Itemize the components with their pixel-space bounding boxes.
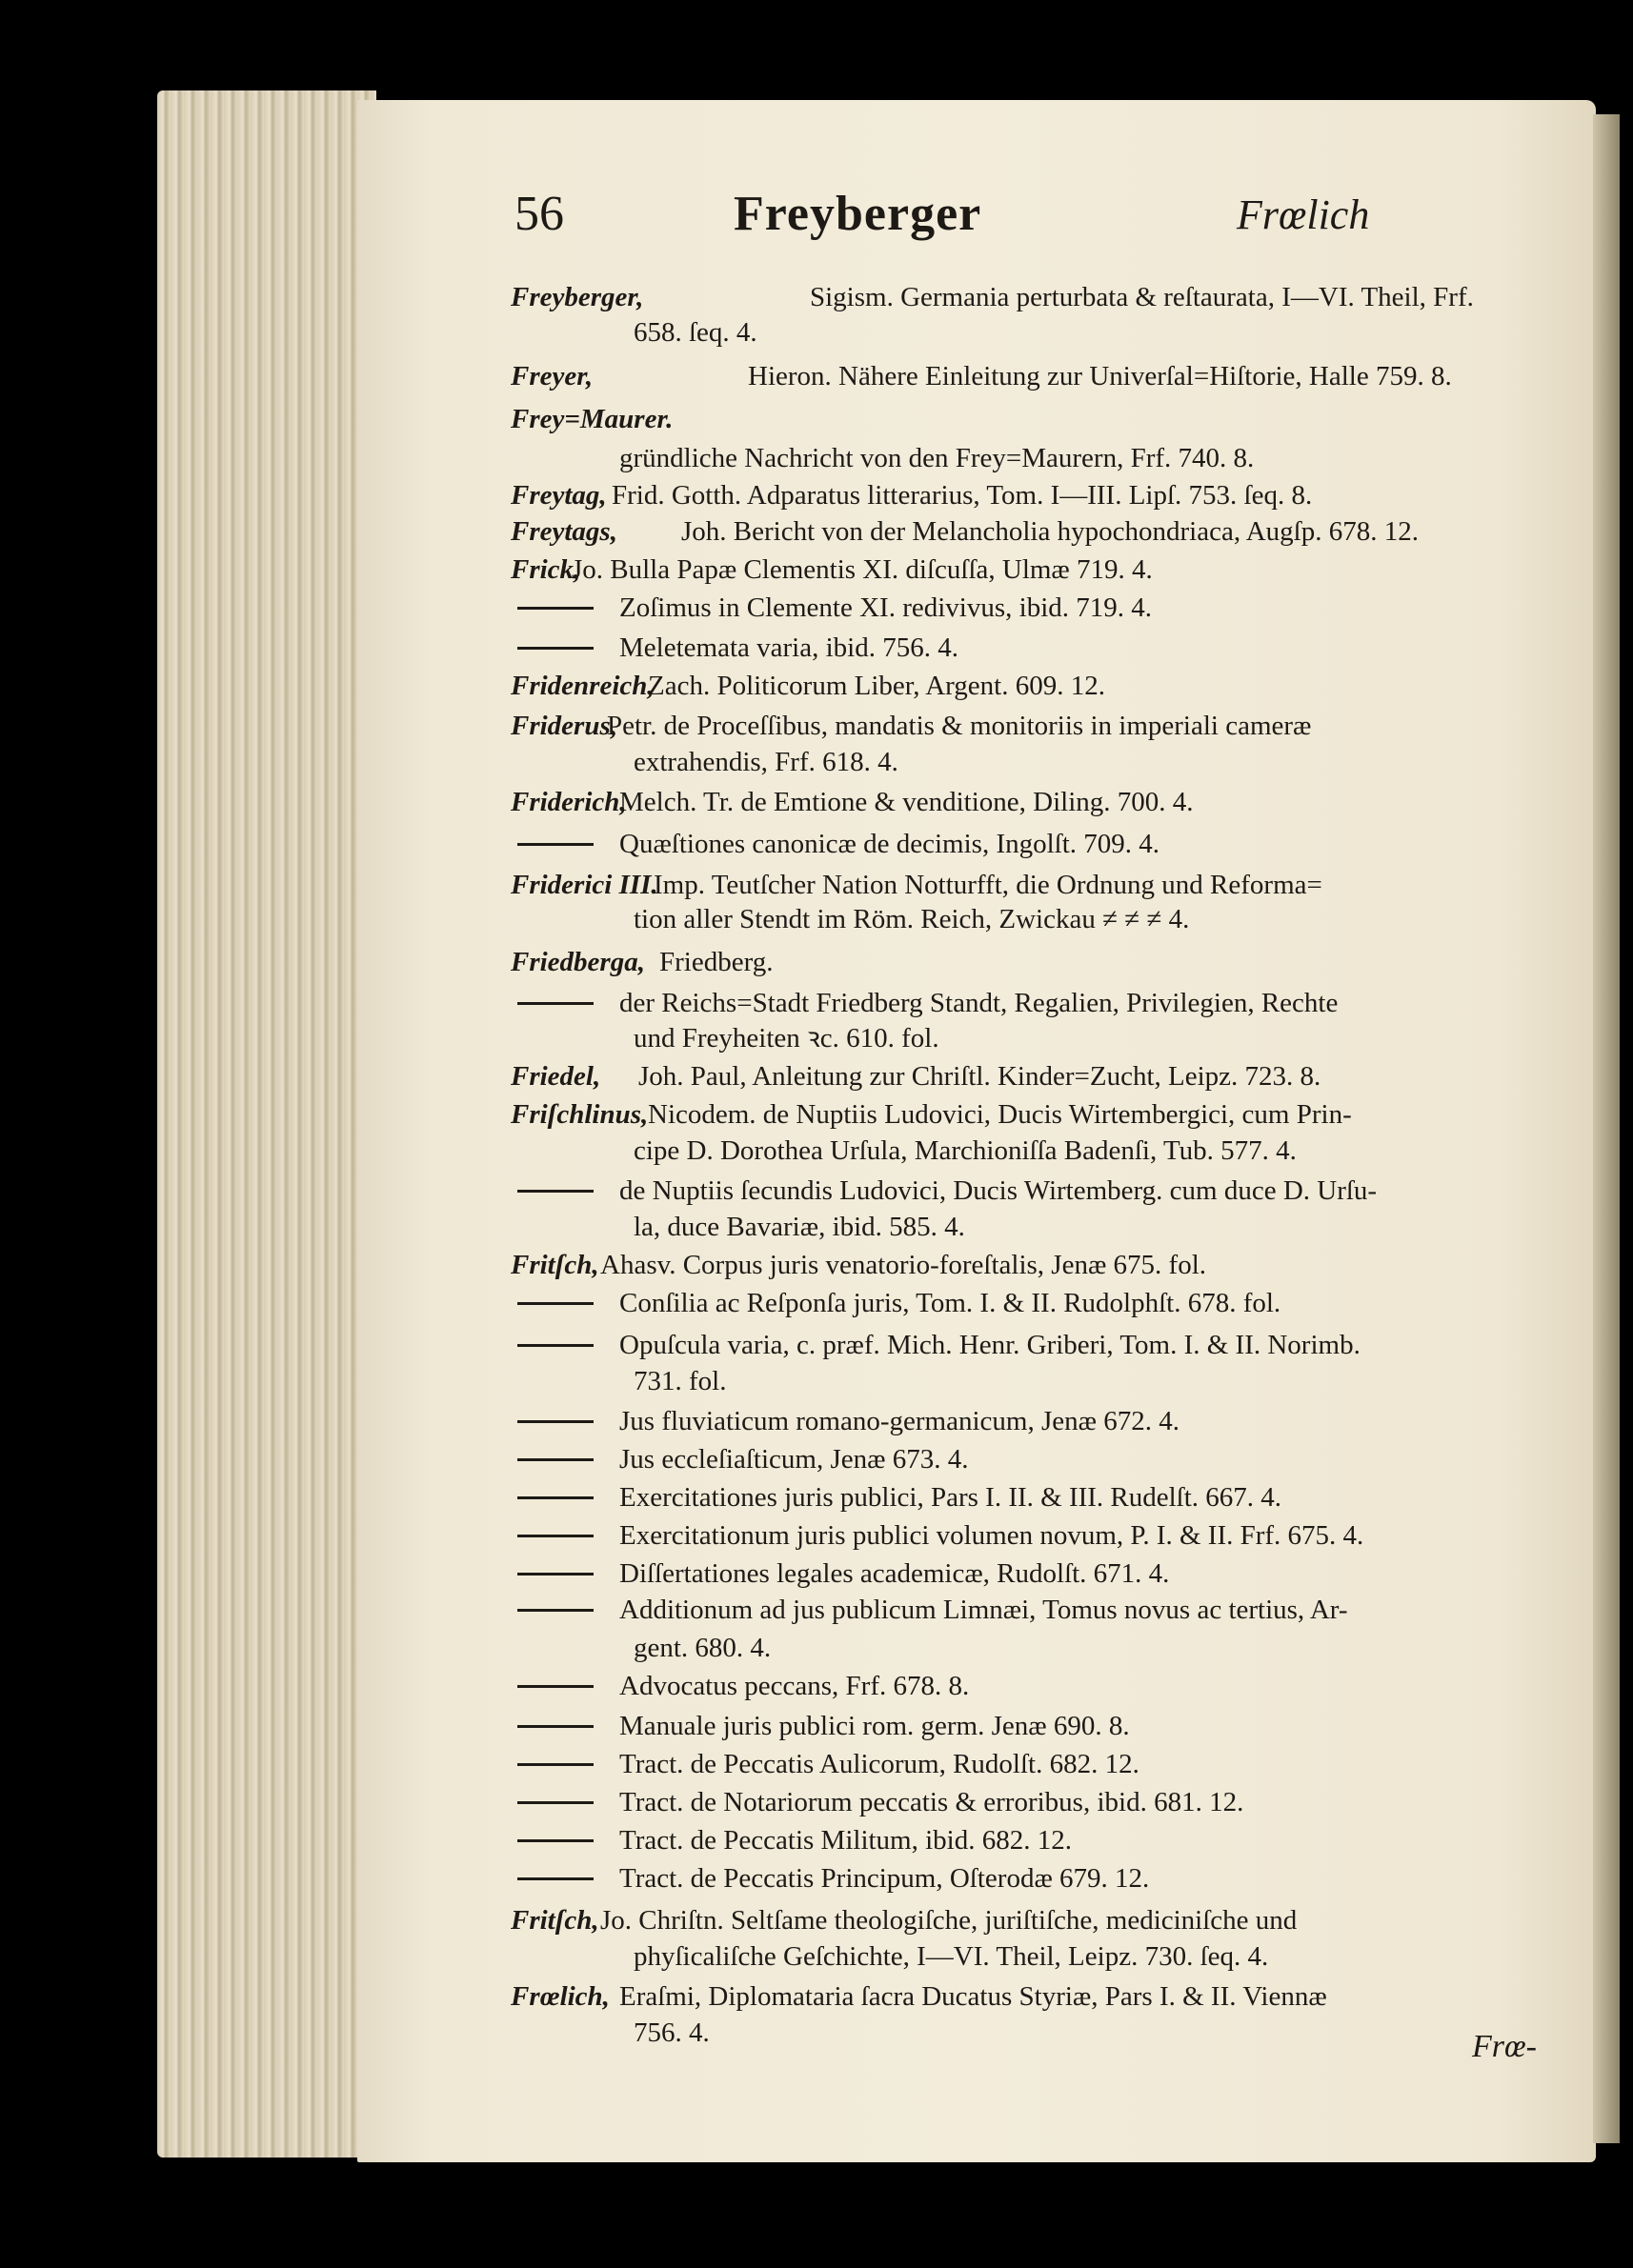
entry-line (0, 900, 1633, 938)
ditto-dash (517, 1420, 594, 1423)
entry-line (0, 1745, 1633, 1783)
ditto-dash (517, 1573, 594, 1576)
entry-text: gent. 680. 4. (634, 1633, 772, 1663)
ditto-dash (517, 843, 594, 846)
entry-headword: Freyberger, (511, 282, 644, 312)
entry-line (0, 667, 1633, 705)
entry-line (0, 1402, 1633, 1440)
entry-line (0, 1901, 1633, 1939)
entry-line (0, 439, 1633, 477)
entry-line (0, 1208, 1633, 1246)
entry-text: Melch. Tr. de Emtione & venditione, Diling. 700. 4. (619, 787, 1194, 817)
entry-line (0, 313, 1633, 351)
ditto-dash (517, 1302, 594, 1305)
entry-text: 658. ſeq. 4. (634, 317, 757, 348)
entry-headword: Friderici III. (511, 870, 658, 900)
ditto-dash (517, 1609, 594, 1612)
entry-line (0, 1591, 1633, 1629)
entry-line (0, 1859, 1633, 1897)
entry-line (0, 1783, 1633, 1821)
entry-line (0, 1057, 1633, 1095)
entry-text: der Reichs=Stadt Friedberg Standt, Regalien, Privilegien, Rechte (619, 988, 1339, 1018)
entry-text: gründliche Nachricht von den Frey=Maurern, Frf. 740. 8. (619, 443, 1255, 473)
ditto-dash (517, 1002, 594, 1005)
entry-text: tion aller Stendt im Röm. Reich, Zwickau ≠ ≠ ≠ 4. (634, 904, 1190, 934)
entry-headword: Friedel, (511, 1061, 601, 1092)
entry-text: Zach. Politicorum Liber, Argent. 609. 12. (648, 671, 1105, 701)
entry-text: Joh. Bericht von der Melancholia hypochondriaca, Augſp. 678. 12. (681, 516, 1419, 547)
entry-text: Jus fluviaticum romano-germanicum, Jenæ 672. 4. (619, 1406, 1179, 1436)
entry-line (0, 2014, 1633, 2052)
running-head-right: Frœlich (1237, 191, 1370, 238)
ditto-dash (517, 1725, 594, 1728)
entry-line (0, 1362, 1633, 1400)
entry-text: Diſſertationes legales academicæ, Rudolſt. 671. 4. (619, 1558, 1170, 1589)
entry-line (0, 1246, 1633, 1284)
entry-line (0, 984, 1633, 1022)
entry-line (0, 512, 1633, 551)
entry-text: Jus eccleſiaſticum, Jenæ 673. 4. (619, 1444, 969, 1475)
entry-text: Frid. Gotth. Adparatus litterarius, Tom. I—III. Lipſ. 753. ſeq. 8. (612, 480, 1313, 511)
entry-line (0, 1019, 1633, 1057)
entry-line (0, 1667, 1633, 1705)
entry-headword: Frey=Maurer. (511, 404, 674, 434)
entry-headword: Freyer, (511, 361, 594, 391)
entry-text: Advocatus peccans, Frf. 678. 8. (619, 1671, 970, 1701)
entry-text: Additionum ad jus publicum Limnæi, Tomus novus ac tertius, Ar- (619, 1595, 1348, 1625)
entry-text: Ahasv. Corpus juris venatorio-foreſtalis, Jenæ 675. fol. (600, 1250, 1207, 1280)
entry-line (0, 783, 1633, 821)
entry-text: Exercitationes juris publici, Pars I. II. & III. Rudelſt. 667. 4. (619, 1482, 1282, 1513)
entry-text: 731. fol. (634, 1366, 727, 1396)
entry-text: cipe D. Dorothea Urſula, Marchioniſſa Badenſi, Tub. 577. 4. (634, 1135, 1297, 1166)
entry-line (0, 943, 1633, 981)
entry-text: Nicodem. de Nuptiis Ludovici, Ducis Wirtembergici, cum Prin- (648, 1099, 1352, 1130)
ditto-dash (517, 607, 594, 610)
entry-text: Jo. Bulla Papæ Clementis XI. diſcuſſa, Ulmæ 719. 4. (572, 554, 1153, 585)
entry-line (0, 825, 1633, 863)
entry-line (0, 866, 1633, 904)
page-number: 56 (514, 187, 564, 241)
entry-text: Joh. Paul, Anleitung zur Chriſtl. Kinder=Zucht, Leipz. 723. 8. (638, 1061, 1321, 1092)
entry-headword: Friedberga, (511, 947, 645, 977)
entry-line (0, 1095, 1633, 1134)
entry-text: Tract. de Peccatis Principum, Oſterodæ 679. 12. (619, 1863, 1150, 1894)
entry-text: Meletemata varia, ibid. 756. 4. (619, 632, 958, 663)
entry-headword: Friſchlinus, (511, 1099, 649, 1130)
entry-line (0, 400, 1633, 438)
entry-line (0, 1132, 1633, 1170)
entry-text: Opuſcula varia, c. præf. Mich. Henr. Griberi, Tom. I. & II. Norimb. (619, 1330, 1361, 1360)
entry-headword: Freytag, (511, 480, 607, 511)
entry-text: Zoſimus in Clemente XI. redivivus, ibid. 719. 4. (619, 592, 1153, 623)
entry-line (0, 1937, 1633, 1976)
entry-text: Imp. Teutſcher Nation Notturfft, die Ordnung und Reforma= (654, 870, 1322, 900)
entry-line (0, 1977, 1633, 2016)
entry-text: 756. 4. (634, 2017, 710, 2048)
entry-line (0, 743, 1633, 781)
entry-text: Jo. Chriſtn. Seltſame theologiſche, juriſtiſche, mediciniſche und (600, 1905, 1298, 1936)
entry-line (0, 1821, 1633, 1859)
entry-line (0, 1629, 1633, 1667)
entry-headword: Frœlich, (511, 1981, 610, 2012)
entry-text: Friedberg. (659, 947, 774, 977)
ditto-dash (517, 1535, 594, 1537)
ditto-dash (517, 1496, 594, 1499)
entry-line (0, 278, 1633, 316)
entry-text: Tract. de Peccatis Militum, ibid. 682. 12. (619, 1825, 1072, 1856)
ditto-dash (517, 1344, 594, 1347)
entry-line (0, 1172, 1633, 1210)
entry-line (0, 357, 1633, 395)
entry-text: Sigism. Germania perturbata & reſtaurata, I—VI. Theil, Frf. (810, 282, 1474, 312)
entry-line (0, 1707, 1633, 1745)
ditto-dash (517, 1685, 594, 1688)
entry-text: extrahendis, Frf. 618. 4. (634, 747, 898, 777)
entry-text: Petr. de Proceſſibus, mandatis & monitoriis in imperiali cameræ (607, 711, 1312, 741)
entry-line (0, 707, 1633, 745)
entry-line (0, 476, 1633, 514)
running-keyword: Freyberger (734, 187, 982, 241)
entry-line (0, 1440, 1633, 1478)
entry-headword: Frick, (511, 554, 581, 585)
entry-headword: Friderus, (511, 711, 618, 741)
entry-line (0, 551, 1633, 589)
entry-headword: Friderich, (511, 787, 627, 817)
ditto-dash (517, 1190, 594, 1193)
entry-line (0, 1516, 1633, 1555)
entry-headword: Fritſch, (511, 1250, 599, 1280)
entry-headword: Fridenreich, (511, 671, 655, 701)
entry-text: Conſilia ac Reſponſa juris, Tom. I. & II. Rudolphſt. 678. fol. (619, 1288, 1281, 1318)
entry-text: Tract. de Peccatis Aulicorum, Rudolſt. 682. 12. (619, 1749, 1139, 1779)
entry-text: Quæſtiones canonicæ de decimis, Ingolſt. 709. 4. (619, 829, 1160, 859)
ditto-dash (517, 647, 594, 650)
entry-line (0, 629, 1633, 667)
entry-text: la, duce Bavariæ, ibid. 585. 4. (634, 1212, 965, 1242)
ditto-dash (517, 1877, 594, 1880)
entry-line (0, 1478, 1633, 1516)
ditto-dash (517, 1839, 594, 1842)
entry-line (0, 1284, 1633, 1322)
entry-text: Exercitationum juris publici volumen novum, P. I. & II. Frf. 675. 4. (619, 1520, 1364, 1551)
entry-text: Tract. de Notariorum peccatis & erroribus, ibid. 681. 12. (619, 1787, 1244, 1817)
entry-text: de Nuptiis ſecundis Ludovici, Ducis Wirtemberg. cum duce D. Urſu- (619, 1175, 1378, 1206)
entry-text: Manuale juris publici rom. germ. Jenæ 690. 8. (619, 1711, 1130, 1741)
entry-line (0, 1326, 1633, 1364)
entry-line (0, 589, 1633, 627)
ditto-dash (517, 1801, 594, 1804)
entry-headword: Freytags, (511, 516, 617, 547)
ditto-dash (517, 1458, 594, 1461)
entry-text: Eraſmi, Diplomataria ſacra Ducatus Styriæ, Pars I. & II. Viennæ (619, 1981, 1327, 2012)
catchword: Frœ- (1472, 2029, 1537, 2064)
entry-headword: Fritſch, (511, 1905, 599, 1936)
entry-text: und Freyheiten ꝛc. 610. fol. (634, 1023, 939, 1054)
entry-text: Hieron. Nähere Einleitung zur Univerſal=Hiſtorie, Halle 759. 8. (748, 361, 1452, 391)
entry-text: phyſicaliſche Geſchichte, I—VI. Theil, Leipz. 730. ſeq. 4. (634, 1941, 1269, 1972)
ditto-dash (517, 1763, 594, 1766)
entry-line (0, 1555, 1633, 1593)
